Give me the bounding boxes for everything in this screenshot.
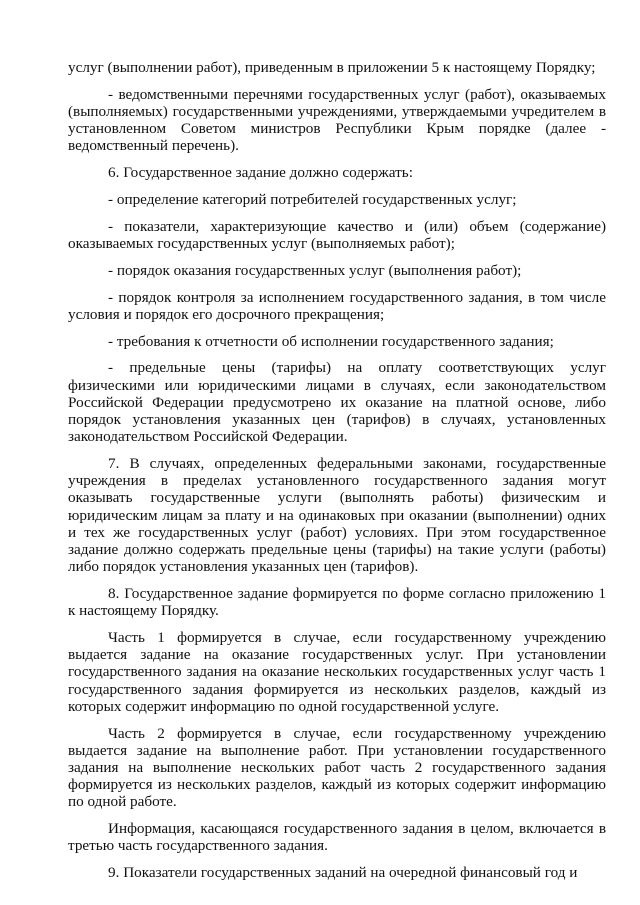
paragraph-quality-indicators: - показатели, характеризующие качество и (или) объем (содержание) оказываемых государственных услуг (выполняемых работ); bbox=[68, 217, 606, 252]
paragraph-continuation: услуг (выполнении работ), приведенным в приложении 5 к настоящему Порядку; bbox=[68, 59, 596, 76]
paragraph-item-8: 8. Государственное задание формируется по форме согласно приложению 1 к настоящему Порядку. bbox=[68, 585, 606, 620]
paragraph-item-6: 6. Государственное задание должно содержать: bbox=[108, 164, 413, 182]
paragraph-item-9: 9. Показатели государственных заданий на очередной финансовый год и bbox=[108, 864, 578, 882]
paragraph-price-limits: - предельные цены (тарифы) на оплату соответствующих услуг физическими или юридическими лицами в случаях, если законодательством Российской Федерации предусмотрено их оказание на платной основе, либо порядок установления указанных цен (тарифов) в случаях, установленных законодательством Российской Федерации. bbox=[68, 359, 606, 446]
document-body bbox=[68, 59, 606, 891]
paragraph-part-3: Информация, касающаяся государственного задания в целом, включается в третью часть государственного задания. bbox=[68, 820, 606, 855]
paragraph-consumer-categories: - определение категорий потребителей государственных услуг; bbox=[108, 191, 517, 208]
paragraph-part-1: Часть 1 формируется в случае, если государственному учреждению выдается задание на оказание государственных услуг. При установлении государственного задания на оказание нескольких государственных услуг часть 1 государственного задания формируется из нескольких разделов, каждый из которых содержит информацию по одной государственной услуге. bbox=[68, 629, 606, 715]
paragraph-control-procedure: - порядок контроля за исполнением государственного задания, в том числе условия и порядок его досрочного прекращения; bbox=[68, 288, 606, 323]
paragraph-part-2: Часть 2 формируется в случае, если государственному учреждению выдается задание на выполнение работ. При установлении государственного задания на выполнение нескольких работ часть 2 государственного задания формируется из нескольких разделов, каждый из которых содержит информацию по одной работе. bbox=[68, 724, 606, 811]
paragraph-item-7: 7. В случаях, определенных федеральными законами, государственные учреждения в пределах установленного государственного задания могут оказывать государственные услуги (выполнять работы) физическим и юридическим лицам за плату и на одинаковых при оказании (выполнении) одних и тех же государственных услуг (работ) условиях. При этом государственное задание должно содержать предельные цены (тарифы) на такие услуги (работы) либо порядок установления указанных цен (тарифов). bbox=[68, 455, 606, 576]
paragraph-reporting-requirements: - требования к отчетности об исполнении государственного задания; bbox=[108, 332, 554, 350]
paragraph-service-procedure: - порядок оказания государственных услуг (выполнения работ); bbox=[108, 261, 522, 279]
paragraph-departmental-list: - ведомственными перечнями государственных услуг (работ), оказываемых (выполняемых) государственными учреждениями, утверждаемыми учредителем в установленном Советом министров Республики Крым порядке (далее - ведомственный перечень). bbox=[68, 85, 606, 155]
